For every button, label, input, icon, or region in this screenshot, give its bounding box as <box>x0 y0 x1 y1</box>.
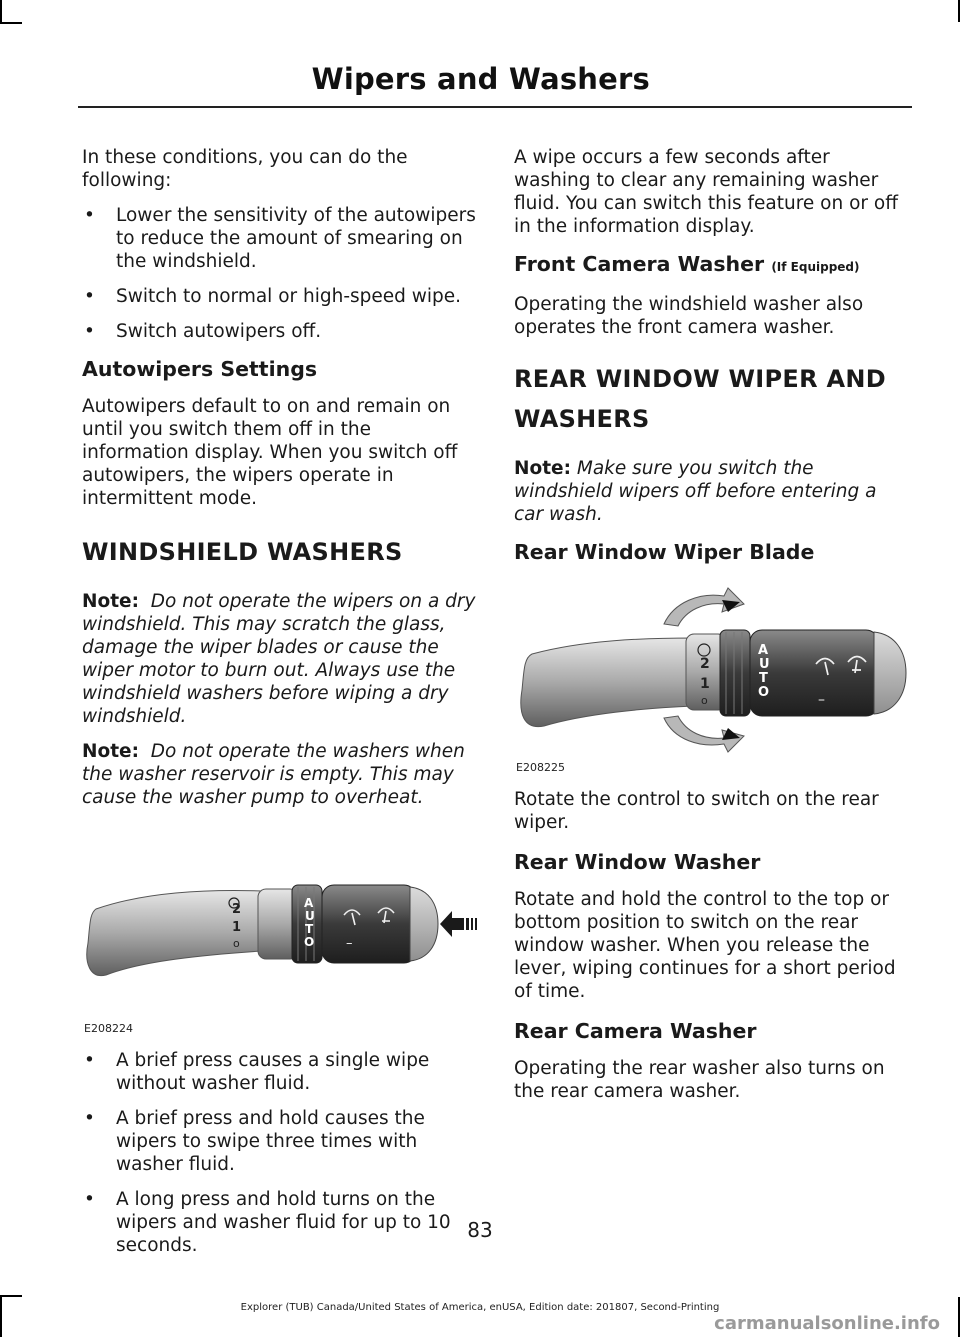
speed-mark: 2 <box>232 902 242 917</box>
wipe-after-washing-paragraph: A wipe occurs a few seconds after washing to clear any remaining washer fluid. You can switch this feature on or off in the information display. <box>514 147 898 237</box>
speed-mark: o <box>701 694 708 707</box>
heading-text: Front Camera Washer <box>514 252 765 276</box>
crop-mark <box>0 0 2 22</box>
crop-mark <box>0 1295 22 1297</box>
crop-mark <box>0 22 22 24</box>
windshield-washers-heading: WINDSHIELD WASHERS <box>82 538 403 566</box>
bullet-item: • Switch to normal or high-speed wipe. <box>82 285 478 308</box>
footer-edition-text: Explorer (TUB) Canada/United States of America, enUSA, Edition date: 201807, Second-Printing <box>240 1302 720 1313</box>
bullet-item: • A brief press causes a single wipe without washer fluid. <box>82 1049 478 1095</box>
note-label: Note: <box>82 591 139 612</box>
left-column <box>82 146 478 1269</box>
note-text: Do not operate the wipers on a dry windshield. This may scratch the glass, damage the wiper blades or cause the wiper motor to burn out. Always use the windshield washers before wiping a dry windshield. <box>82 591 476 727</box>
if-equipped-label: (If Equipped) <box>771 260 860 274</box>
auto-letter: U <box>759 657 770 672</box>
rear-wiper-lever-illustration <box>514 578 910 758</box>
auto-letter: A <box>304 896 314 910</box>
autowipers-paragraph: Autowipers default to on and remain on until you switch them off in the information display. When you switch off autowipers, the wipers operate in intermittent mode. <box>82 396 458 509</box>
figure-label: E208224 <box>84 1022 133 1035</box>
front-camera-washer-heading <box>514 252 910 279</box>
page-title: Wipers and Washers <box>311 62 650 96</box>
bullet-item: • A brief press and hold causes the wipers to swipe three times with washer fluid. <box>82 1107 478 1176</box>
auto-letter: A <box>758 643 769 658</box>
speed-mark: 2 <box>700 656 710 672</box>
bullet-item: • Switch autowipers off. <box>82 320 478 343</box>
auto-letter: T <box>305 922 314 936</box>
bullet-item: • A long press and hold turns on the wipers and washer fluid for up to 10 seconds. <box>82 1188 478 1257</box>
auto-letter: O <box>304 935 315 949</box>
right-column <box>514 146 910 1115</box>
note-text: Make sure you switch the windshield wipers off before entering a car wash. <box>514 458 877 525</box>
auto-letter: O <box>758 685 770 700</box>
rear-wiper-blade-heading: Rear Window Wiper Blade <box>514 540 815 564</box>
speed-mark: 1 <box>232 920 242 935</box>
speed-mark: o <box>233 937 240 950</box>
intro-paragraph: In these conditions, you can do the following: <box>82 147 408 191</box>
note-label: Note: <box>514 458 571 479</box>
rear-window-washer-paragraph: Rotate and hold the control to the top or bottom position to switch on the rear window washer. When you release the lever, wiping continues for a short period of time. <box>514 889 896 1002</box>
autowipers-settings-heading: Autowipers Settings <box>82 357 318 381</box>
figure-label: E208225 <box>516 761 565 774</box>
figure-rear-wiper-lever <box>514 578 910 774</box>
minus-mark: – <box>818 692 825 708</box>
rear-window-washer-heading: Rear Window Washer <box>514 850 761 874</box>
rear-window-wiper-heading: REAR WINDOW WIPER AND WASHERS <box>514 365 887 433</box>
note-car-wash <box>514 457 910 526</box>
bullet-item: • Lower the sensitivity of the autowipers to reduce the amount of smearing on the windshield. <box>82 204 478 273</box>
note-dry-windshield <box>82 590 478 728</box>
front-camera-paragraph: Operating the windshield washer also operates the front camera washer. <box>514 294 864 338</box>
auto-letter: U <box>305 909 315 923</box>
page-number: 83 <box>467 1218 493 1242</box>
auto-letter: T <box>759 671 768 686</box>
rear-camera-washer-heading: Rear Camera Washer <box>514 1019 757 1043</box>
note-text: Do not operate the washers when the washer reservoir is empty. This may cause the washer pump to overheat. <box>82 741 465 808</box>
note-empty-reservoir <box>82 740 478 809</box>
press-arrow-icon <box>440 911 464 937</box>
rear-camera-washer-paragraph: Operating the rear washer also turns on the rear camera washer. <box>514 1058 885 1102</box>
watermark: carmanualsonline.info <box>714 1313 940 1334</box>
figure-wiper-lever-press <box>82 823 478 1035</box>
minus-mark: – <box>346 936 353 951</box>
header-divider <box>78 106 912 108</box>
note-label: Note: <box>82 741 139 762</box>
speed-mark: 1 <box>700 676 710 692</box>
wiper-lever-illustration <box>82 823 478 1023</box>
rotate-control-paragraph: Rotate the control to switch on the rear wiper. <box>514 789 879 833</box>
